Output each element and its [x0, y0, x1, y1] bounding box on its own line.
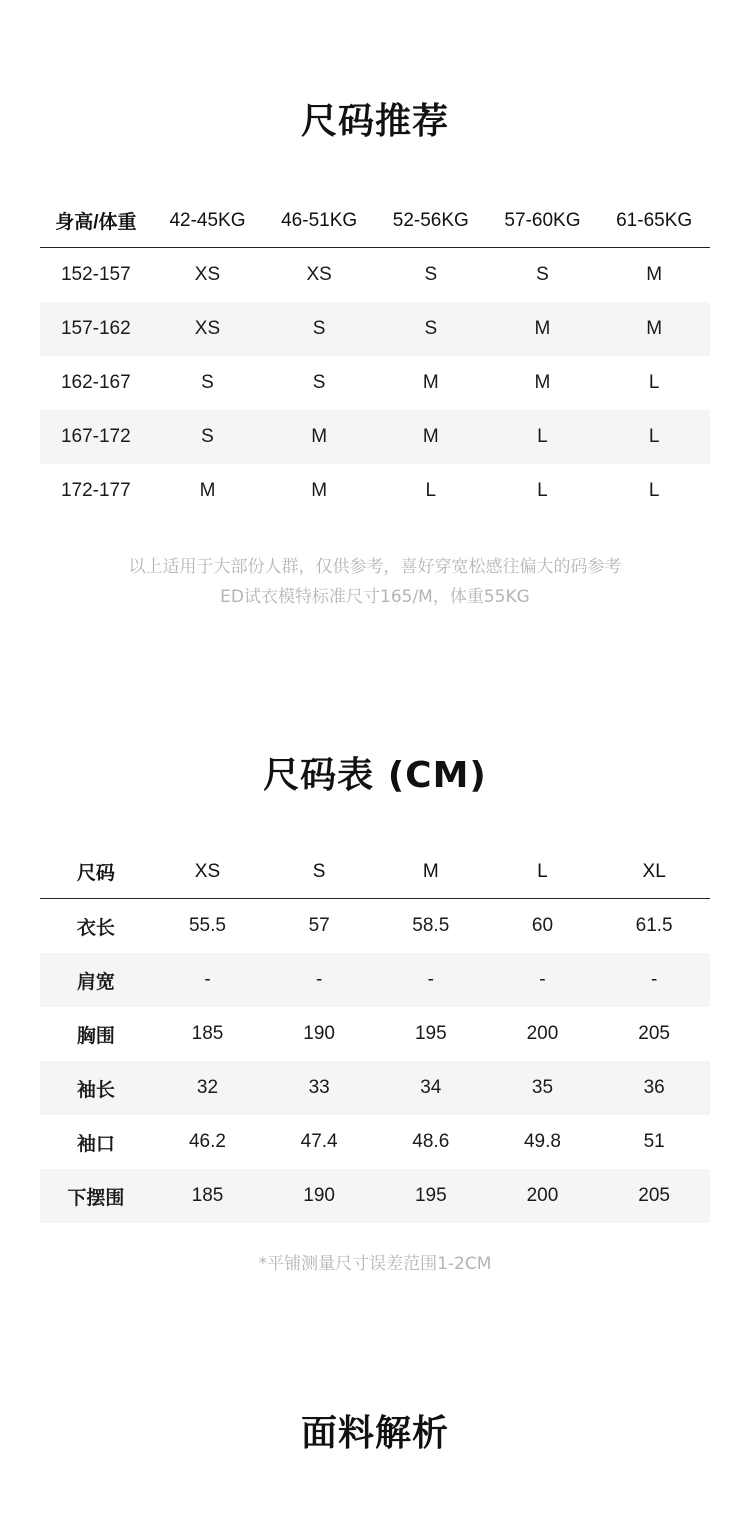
table-cell: 60 [531, 915, 554, 936]
table-cell: 33 [263, 1061, 375, 1115]
table-cell: 36 [598, 1061, 710, 1115]
table-row [40, 464, 710, 518]
table-cell: M [598, 302, 710, 356]
table-cell: 167-172 [40, 410, 152, 464]
size-chart-title: 尺码表 (CM) [263, 755, 487, 796]
table-row [40, 1115, 710, 1169]
table-row [40, 248, 710, 303]
table-row [40, 1007, 710, 1061]
column-header: XS [152, 845, 264, 899]
table-cell: 195 [414, 1023, 447, 1044]
table-row [40, 953, 710, 1007]
table-cell: - [375, 953, 487, 1007]
table-cell: S [424, 264, 438, 285]
table-cell: XS [306, 264, 332, 285]
note-line: 以上适用于大部份人群，仅供参考，喜好穿宽松感往偏大的码参考 [128, 557, 622, 577]
table-cell: M [487, 302, 599, 356]
table-row [40, 1169, 710, 1223]
measurement-note: *平铺测量尺寸误差范围1-2CM [258, 1254, 492, 1274]
table-cell: L [648, 372, 660, 393]
table-cell: 162-167 [60, 372, 131, 393]
table-cell: S [201, 372, 214, 393]
table-cell: S [312, 372, 326, 393]
table-row [40, 899, 710, 954]
table-cell: S [152, 410, 264, 464]
column-header: S [263, 845, 375, 899]
table-row [40, 356, 710, 410]
column-header: 46-51KG [263, 194, 375, 248]
table-cell: L [425, 480, 437, 501]
table-cell: 46.2 [188, 1131, 226, 1152]
table-cell: 195 [375, 1169, 487, 1223]
table-row [40, 410, 710, 464]
table-cell: 58.5 [412, 915, 450, 936]
table-cell: 34 [375, 1061, 487, 1115]
table-cell: - [152, 953, 264, 1007]
row-label: 衣长 [76, 917, 115, 939]
row-label: 肩宽 [40, 953, 152, 1007]
table-cell: S [263, 302, 375, 356]
table-cell: 200 [526, 1023, 559, 1044]
recommendation-note [0, 552, 750, 612]
column-header: 57-60KG [487, 194, 599, 248]
table-cell: 205 [638, 1023, 670, 1044]
table-row [40, 302, 710, 356]
fabric-analysis-title: 面料解析 [300, 1413, 449, 1454]
table-cell: 172-177 [60, 480, 131, 501]
size-recommendation-table [40, 194, 710, 518]
table-cell: - [487, 953, 599, 1007]
table-cell: XS [152, 302, 264, 356]
table-cell: 200 [487, 1169, 599, 1223]
table-cell: 35 [487, 1061, 599, 1115]
table-cell: L [598, 410, 710, 464]
column-header: L [487, 845, 599, 899]
table-header-row [40, 845, 710, 899]
row-label: 胸围 [76, 1025, 115, 1047]
table-cell: M [422, 372, 439, 393]
table-cell: M [646, 264, 663, 285]
table-cell: 32 [152, 1061, 264, 1115]
table-cell: 152-157 [60, 264, 131, 285]
row-label: 袖长 [40, 1061, 152, 1115]
table-cell: 157-162 [40, 302, 152, 356]
column-header: 52-56KG [375, 194, 487, 248]
column-header: XL [598, 845, 710, 899]
table-cell: - [263, 953, 375, 1007]
table-cell: XS [194, 264, 221, 285]
table-cell: M [375, 410, 487, 464]
column-header: 身高/体重 [40, 194, 152, 248]
size-chart-table [40, 845, 710, 1223]
table-cell: 47.4 [300, 1131, 338, 1152]
column-header: 61-65KG [598, 194, 710, 248]
row-label: 下摆围 [40, 1169, 152, 1223]
table-cell: 185 [152, 1169, 264, 1223]
table-cell: 205 [598, 1169, 710, 1223]
note-line: ED试衣模特标准尺寸165/M，体重55KG [220, 587, 530, 607]
column-header: 42-45KG [152, 194, 264, 248]
table-cell: L [487, 410, 599, 464]
column-header: M [375, 845, 487, 899]
table-cell: S [536, 264, 549, 285]
table-cell: L [648, 480, 660, 501]
table-cell: 190 [303, 1023, 335, 1044]
table-header-row [40, 194, 710, 248]
table-row [40, 1061, 710, 1115]
table-cell: M [534, 372, 551, 393]
table-cell: 185 [191, 1023, 224, 1044]
table-cell: 57 [308, 915, 330, 936]
table-cell: L [537, 480, 548, 501]
table-cell: 55.5 [188, 915, 226, 936]
table-cell: 190 [263, 1169, 375, 1223]
row-label: 袖口 [76, 1133, 115, 1155]
table-cell: - [598, 953, 710, 1007]
table-cell: M [311, 480, 328, 501]
table-cell: M [263, 410, 375, 464]
size-recommendation-title: 尺码推荐 [300, 101, 449, 142]
table-cell: 61.5 [635, 915, 673, 936]
table-cell: S [375, 302, 487, 356]
table-cell: 49.8 [523, 1131, 561, 1152]
table-cell: 48.6 [412, 1131, 450, 1152]
table-cell: 51 [643, 1131, 665, 1152]
table-cell: M [199, 480, 216, 501]
column-header: 尺码 [40, 845, 152, 899]
